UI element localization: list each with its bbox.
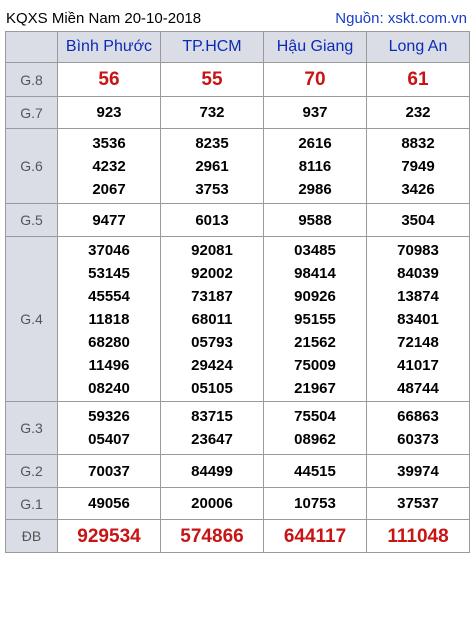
prize-cell (161, 204, 264, 237)
prize-row-g8 (6, 63, 470, 97)
prize-number: 10753 (294, 495, 336, 512)
prize-cell (367, 204, 470, 237)
prize-cell (264, 520, 367, 553)
prize-number: 84039 (397, 264, 439, 282)
province-header[interactable]: Bình Phước (58, 32, 161, 63)
prize-cell (58, 204, 161, 237)
prize-number: 05105 (191, 379, 233, 397)
prize-number: 23647 (191, 431, 233, 448)
prize-number: 75504 (294, 408, 336, 425)
prize-row-g2 (6, 455, 470, 488)
prize-number: 2067 (92, 180, 126, 198)
prize-number: 574866 (180, 525, 244, 547)
prize-label: G.4 (6, 237, 58, 402)
prize-number: 45554 (88, 287, 130, 305)
prize-cell (264, 455, 367, 488)
prize-number: 9588 (298, 211, 332, 229)
prize-cell (264, 97, 367, 129)
prize-number: 9477 (92, 211, 126, 229)
prize-number: 2616 (298, 134, 332, 152)
prize-number: 44515 (294, 462, 336, 480)
prize-number: 7949 (401, 157, 435, 175)
prize-number: 37046 (88, 241, 130, 259)
prize-cell (161, 97, 264, 129)
corner-cell (6, 32, 58, 63)
prize-number: 08240 (88, 379, 130, 397)
prize-cell (367, 402, 470, 455)
prize-cell (161, 129, 264, 204)
prize-label: G.5 (6, 204, 58, 237)
prize-cell (161, 455, 264, 488)
prize-row-g4 (6, 237, 470, 402)
prize-number: 644117 (283, 525, 347, 547)
prize-row-g5 (6, 204, 470, 237)
prize-number: 923 (96, 104, 122, 121)
page-title: KQXS Miền Nam 20-10-2018 (6, 9, 202, 27)
prize-number: 55 (201, 69, 223, 90)
prize-cell (58, 402, 161, 455)
prize-number: 61 (407, 69, 429, 90)
prize-number: 3753 (195, 180, 229, 198)
prize-cell (264, 129, 367, 204)
prize-number: 08962 (294, 431, 336, 448)
prize-cell (264, 237, 367, 402)
prize-number: 3426 (401, 180, 435, 198)
prize-number: 29424 (191, 356, 233, 374)
prize-label: G.8 (6, 63, 58, 97)
prize-number: 66863 (397, 408, 439, 425)
prize-cell (367, 129, 470, 204)
prize-label: G.3 (6, 402, 58, 455)
prize-cell (58, 129, 161, 204)
prize-label: G.1 (6, 488, 58, 520)
prize-number: 2961 (195, 157, 229, 175)
prize-cell (264, 402, 367, 455)
province-header-row (6, 32, 470, 63)
prize-cell (58, 237, 161, 402)
prize-number: 111048 (387, 525, 449, 547)
prize-row-g7 (6, 97, 470, 129)
prize-number: 90926 (294, 287, 336, 305)
prize-label: G.2 (6, 455, 58, 488)
prize-number: 21562 (294, 333, 336, 351)
prize-number: 83401 (397, 310, 439, 328)
prize-number: 05407 (88, 431, 130, 448)
prize-cell (161, 520, 264, 553)
prize-cell (367, 455, 470, 488)
prize-cell (367, 63, 470, 97)
prize-number: 4232 (92, 157, 126, 175)
prize-row-g3 (6, 402, 470, 455)
prize-number: 70037 (88, 462, 130, 480)
source-link[interactable]: Nguồn: xskt.com.vn (335, 9, 467, 27)
prize-cell (367, 97, 470, 129)
prize-number: 20006 (191, 495, 233, 512)
prize-number: 83715 (191, 408, 233, 425)
province-header[interactable]: TP.HCM (161, 32, 264, 63)
prize-number: 49056 (88, 495, 130, 512)
results-table (5, 31, 470, 553)
prize-number: 68011 (191, 310, 233, 328)
prize-label: ĐB (6, 520, 58, 553)
province-header[interactable]: Long An (367, 32, 470, 63)
results-panel (5, 5, 469, 553)
prize-cell (58, 97, 161, 129)
prize-number: 11496 (88, 356, 130, 374)
prize-number: 8235 (195, 134, 229, 152)
prize-number: 03485 (294, 241, 336, 259)
prize-cell (58, 520, 161, 553)
prize-cell (58, 455, 161, 488)
province-header[interactable]: Hậu Giang (264, 32, 367, 63)
prize-number: 6013 (195, 211, 229, 229)
prize-cell (264, 488, 367, 520)
prize-row-g6 (6, 129, 470, 204)
prize-row-g1 (6, 488, 470, 520)
prize-cell (58, 63, 161, 97)
prize-number: 53145 (88, 264, 130, 282)
prize-number: 2986 (298, 180, 332, 198)
prize-cell (264, 63, 367, 97)
prize-number: 232 (405, 104, 431, 121)
prize-number: 56 (98, 69, 120, 90)
prize-cell (161, 402, 264, 455)
prize-number: 937 (302, 104, 328, 121)
prize-number: 98414 (294, 264, 336, 282)
prize-number: 60373 (397, 431, 439, 448)
prize-number: 70 (304, 69, 326, 90)
prize-number: 13874 (397, 287, 439, 305)
prize-number: 59326 (88, 408, 130, 425)
prize-number: 8832 (401, 134, 435, 152)
prize-number: 37537 (397, 495, 439, 512)
prize-number: 95155 (294, 310, 336, 328)
prize-label: G.6 (6, 129, 58, 204)
prize-number: 73187 (191, 287, 233, 305)
prize-cell (161, 63, 264, 97)
prize-number: 92002 (191, 264, 233, 282)
prize-cell (264, 204, 367, 237)
prize-number: 3536 (92, 134, 126, 152)
prize-number: 8116 (298, 157, 332, 175)
prize-number: 68280 (88, 333, 130, 351)
prize-cell (58, 488, 161, 520)
prize-number: 05793 (191, 333, 233, 351)
prize-number: 75009 (294, 356, 336, 374)
prize-cell (161, 237, 264, 402)
prize-number: 84499 (191, 462, 233, 480)
prize-label: G.7 (6, 97, 58, 129)
prize-cell (367, 488, 470, 520)
prize-number: 70983 (397, 241, 439, 259)
prize-number: 48744 (397, 379, 439, 397)
prize-number: 3504 (401, 211, 435, 229)
prize-number: 92081 (191, 241, 233, 259)
prize-cell (367, 237, 470, 402)
prize-number: 732 (199, 104, 225, 121)
prize-number: 41017 (397, 356, 439, 374)
prize-number: 21967 (294, 379, 336, 397)
prize-cell (367, 520, 470, 553)
prize-row-db (6, 520, 470, 553)
title-bar (5, 5, 469, 31)
prize-number: 11818 (88, 310, 130, 328)
prize-number: 72148 (397, 333, 439, 351)
prize-number: 929534 (77, 525, 141, 547)
prize-cell (161, 488, 264, 520)
prize-number: 39974 (397, 462, 439, 480)
